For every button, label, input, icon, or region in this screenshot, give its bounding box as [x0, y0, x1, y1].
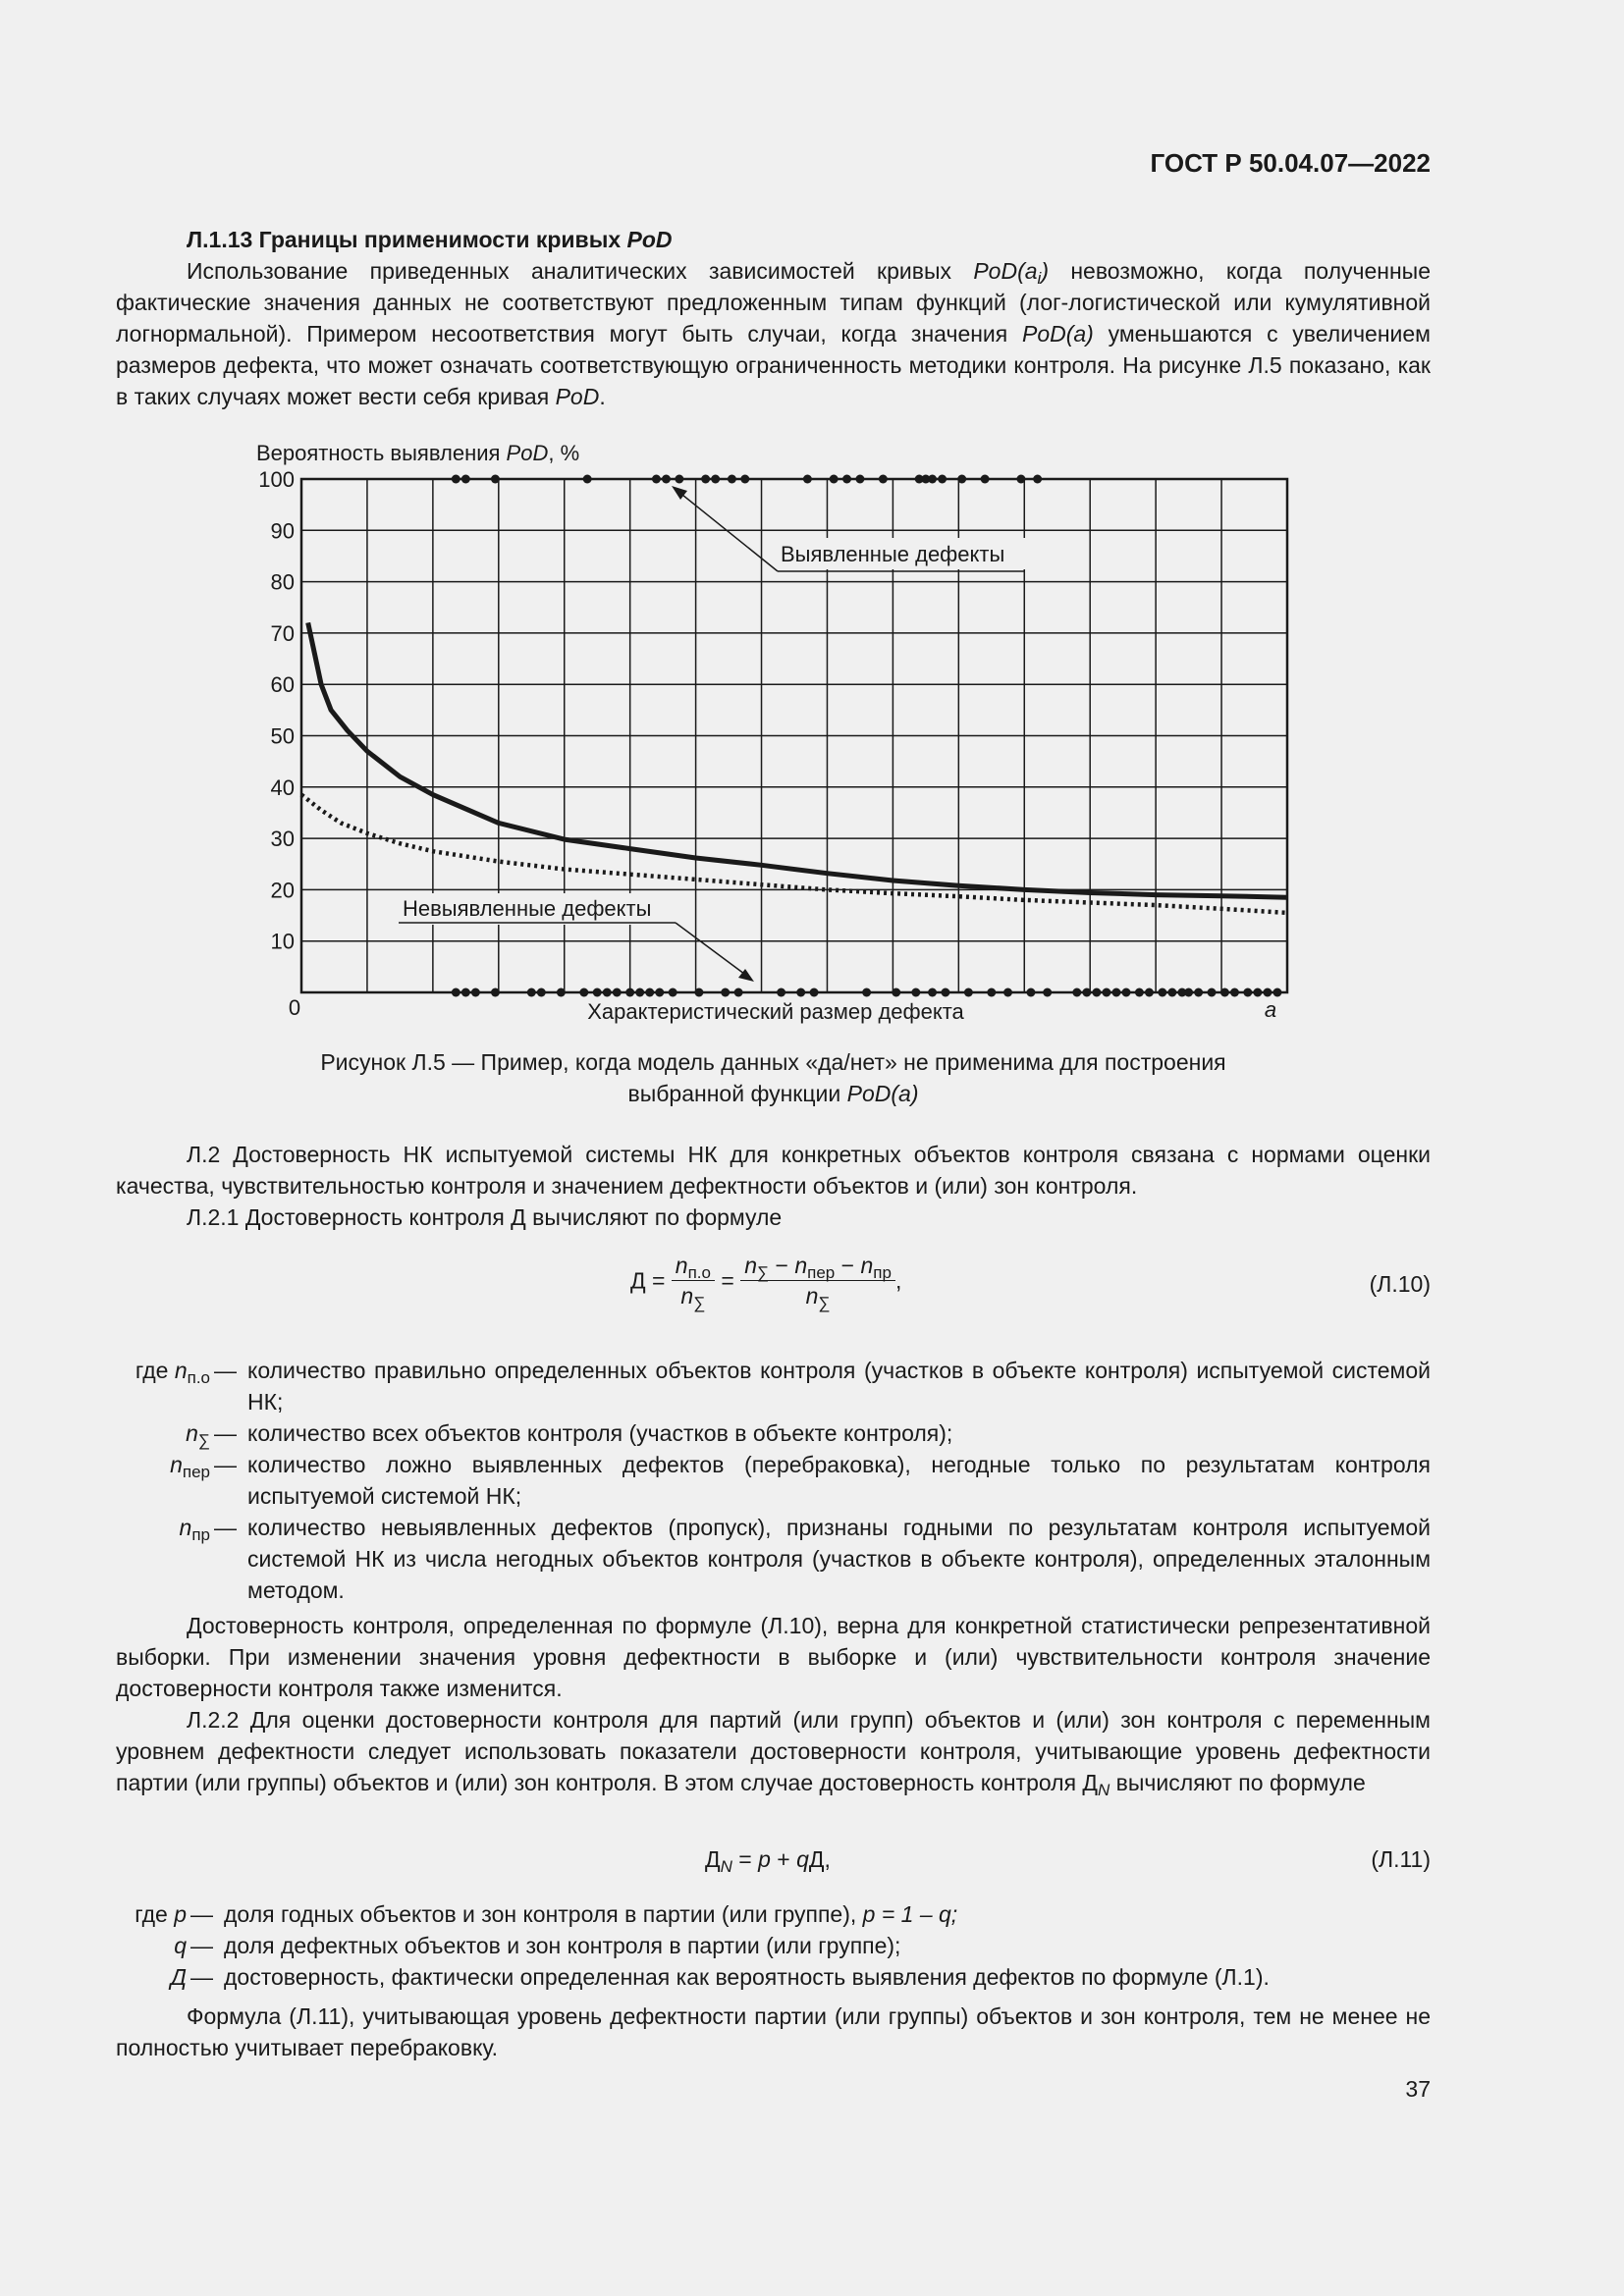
definition-item	[116, 1355, 1431, 1417]
definition-dash: —	[214, 1452, 237, 1477]
y-tick-labels	[258, 467, 295, 954]
pod-chart	[0, 0, 1624, 1050]
y-tick-label: 100	[258, 467, 295, 492]
origin-label: 0	[288, 995, 301, 1020]
annotation-detected: Выявленные дефекты	[781, 542, 1005, 566]
definition-symbol: $n_{пр}$	[179, 1515, 210, 1544]
l2-paragraph: Л.2 Достоверность НК испытуемой системы НК для конкретных объектов контроля связана с нормами оценки качества, чувствительностью контроля и значением дефектности объектов и (или) зон контроля.	[116, 1142, 1431, 1199]
y-tick-label: 90	[270, 518, 295, 544]
definition-dash: —	[190, 1933, 213, 1958]
fraction-1: $\frac{n_{п.о}}{n_\sum}$	[672, 1251, 715, 1310]
formula-l10-number: (Л.10)	[1369, 1271, 1431, 1297]
definition-dash: —	[214, 1358, 237, 1383]
page-number: 37	[1405, 2076, 1431, 2102]
formula-l10	[116, 1251, 1431, 1319]
figure-caption	[116, 1046, 1431, 1109]
formula-l11-body: $Д_N = p$ + qД,	[705, 1846, 831, 1876]
definition-text: доля годных объектов и зон контроля в партии (или группе),	[224, 1901, 863, 1927]
section-paragraph: Использование приведенных аналитических зависимостей кривых $PoD(a_i)$ невозможно, когда полученные фактические значения данных не соответствуют предложенным типам функций (лог-логистической или кумулятивной логнормальной). Примером несоответствия могут быть случаи, когда значения PoD(a) уменьшаются с увеличением размеров дефекта, что может означать соответствующую ограниченность методики контроля. На рисунке Л.5 показано, как в таких случаях может вести себя кривая PoD.	[116, 258, 1431, 409]
y-axis-label: Вероятность выявления PoD, %	[256, 441, 580, 465]
definition-item	[116, 1449, 1431, 1512]
definition-dash: —	[190, 1901, 213, 1927]
formula-l11	[116, 1843, 1431, 1883]
y-tick-label: 60	[270, 672, 295, 698]
definition-dash: —	[214, 1420, 237, 1446]
definition-symbol: $n_\sum$	[186, 1420, 210, 1450]
y-tick-label: 70	[270, 620, 295, 646]
formula-l10-body: Д = $\frac{n_{п.о}}{n_\sum}$ = $\frac{n_\sum - n_{пер} - n_{пр}}{n_\sum}$ ,	[630, 1253, 902, 1312]
definition-symbol: Д	[170, 1964, 187, 1990]
definition-symbol: q	[174, 1933, 187, 1958]
y-tick-label: 40	[270, 774, 295, 800]
y-tick-label: 30	[270, 827, 295, 852]
y-tick-label: 80	[270, 569, 295, 595]
formula-l11-definitions	[116, 1898, 1431, 1993]
definition-text: количество невыявленных дефектов (пропуск), признаны годными по результатам контроля испытуемой системой НК из числа негодных объектов контроля (участков в объекте контроля), определенных эталонным методом.	[247, 1515, 1431, 1603]
l2-1-paragraph: Л.2.1 Достоверность контроля Д вычисляют по формуле	[187, 1204, 783, 1230]
undetected-leader	[676, 923, 748, 977]
definition-text: доля дефектных объектов и зон контроля в партии (или группе);	[224, 1933, 901, 1958]
formula-l11-number: (Л.11)	[1371, 1846, 1431, 1872]
definition-item	[116, 1512, 1431, 1606]
caption-line-2: выбранной функции PoD(a)	[627, 1081, 919, 1106]
final-paragraph: Формула (Л.11), учитывающая уровень дефектности партии (или группы) объектов и зон контроля, тем не менее не полностью учитывает перебраковку.	[116, 2003, 1431, 2060]
annotation-undetected: Невыявленные дефекты	[403, 896, 652, 921]
chart-series	[301, 622, 1287, 913]
y-tick-label: 20	[270, 878, 295, 903]
l2-2-paragraph: Л.2.2 Для оценки достоверности контроля для партий (или групп) объектов и (или) зон контроля с переменным уровнем дефектности следует использовать показатели достоверности контроля, учитывающие уровень дефектности партии (или группы) объектов и (или) зон контроля. В этом случае достоверность контроля $Д_N$ вычисляют по формуле	[116, 1707, 1431, 1799]
definition-text: количество ложно выявленных дефектов (перебраковка), негодные только по результатам контроля испытуемой системой НК;	[247, 1452, 1431, 1509]
definition-text: количество правильно определенных объектов контроля (участков в объекте контроля) испытуемой системой НК;	[247, 1358, 1431, 1415]
y-tick-label: 50	[270, 723, 295, 749]
definition-item	[116, 1417, 1431, 1449]
fraction-2: $\frac{n_\sum - n_{пер} - n_{пр}}{n_\sum}$	[740, 1251, 895, 1310]
y-tick-label: 10	[270, 929, 295, 954]
definition-symbol: где $n_{п.о}$	[135, 1358, 210, 1387]
section-l2	[116, 1139, 1431, 1233]
l2-1-note-paragraph: Достоверность контроля, определенная по формуле (Л.10), верна для конкретной статистически репрезентативной выборки. При изменении значения уровня дефектности в выборке и (или) чувствительности контроля значение достоверности контроля также изменится. Л.2.2 Для оценки достоверности контроля для партий (или групп) объектов и (или) зон контроля с переменным уровнем дефектности следует использовать показатели достоверности контроля, учитывающие уровень дефектности партии (или группы) объектов и (или) зон контроля. В этом случае достоверность контроля $Д_N$ вычисляют по формуле	[116, 1613, 1431, 1799]
section-title: Л.1.13 Границы применимости кривых PoD	[187, 227, 673, 252]
definition-symbol: где p	[135, 1901, 187, 1927]
definition-dash: —	[214, 1515, 237, 1540]
definition-item	[116, 1961, 1431, 1993]
caption-line-1: Рисунок Л.5 — Пример, когда модель данных «да/нет» не применима для построения	[320, 1049, 1226, 1075]
document-header: ГОСТ Р 50.04.07—2022	[1150, 148, 1431, 178]
x-axis-symbol: a	[1264, 997, 1277, 1022]
definition-text: количество всех объектов контроля (участков в объекте контроля);	[247, 1420, 953, 1446]
definition-symbol: $n_{пер}$	[170, 1452, 210, 1481]
definition-item	[116, 1930, 1431, 1961]
formula-l10-definitions	[116, 1355, 1431, 1606]
definition-text: достоверность, фактически определенная как вероятность выявления дефектов по формуле (Л.1).	[224, 1964, 1270, 1990]
x-axis-label: Характеристический размер дефекта	[587, 999, 964, 1024]
definition-item: где p — доля годных объектов и зон контроля в партии (или группе), p = 1 – q;	[116, 1898, 1431, 1930]
definition-dash: —	[190, 1964, 213, 1990]
